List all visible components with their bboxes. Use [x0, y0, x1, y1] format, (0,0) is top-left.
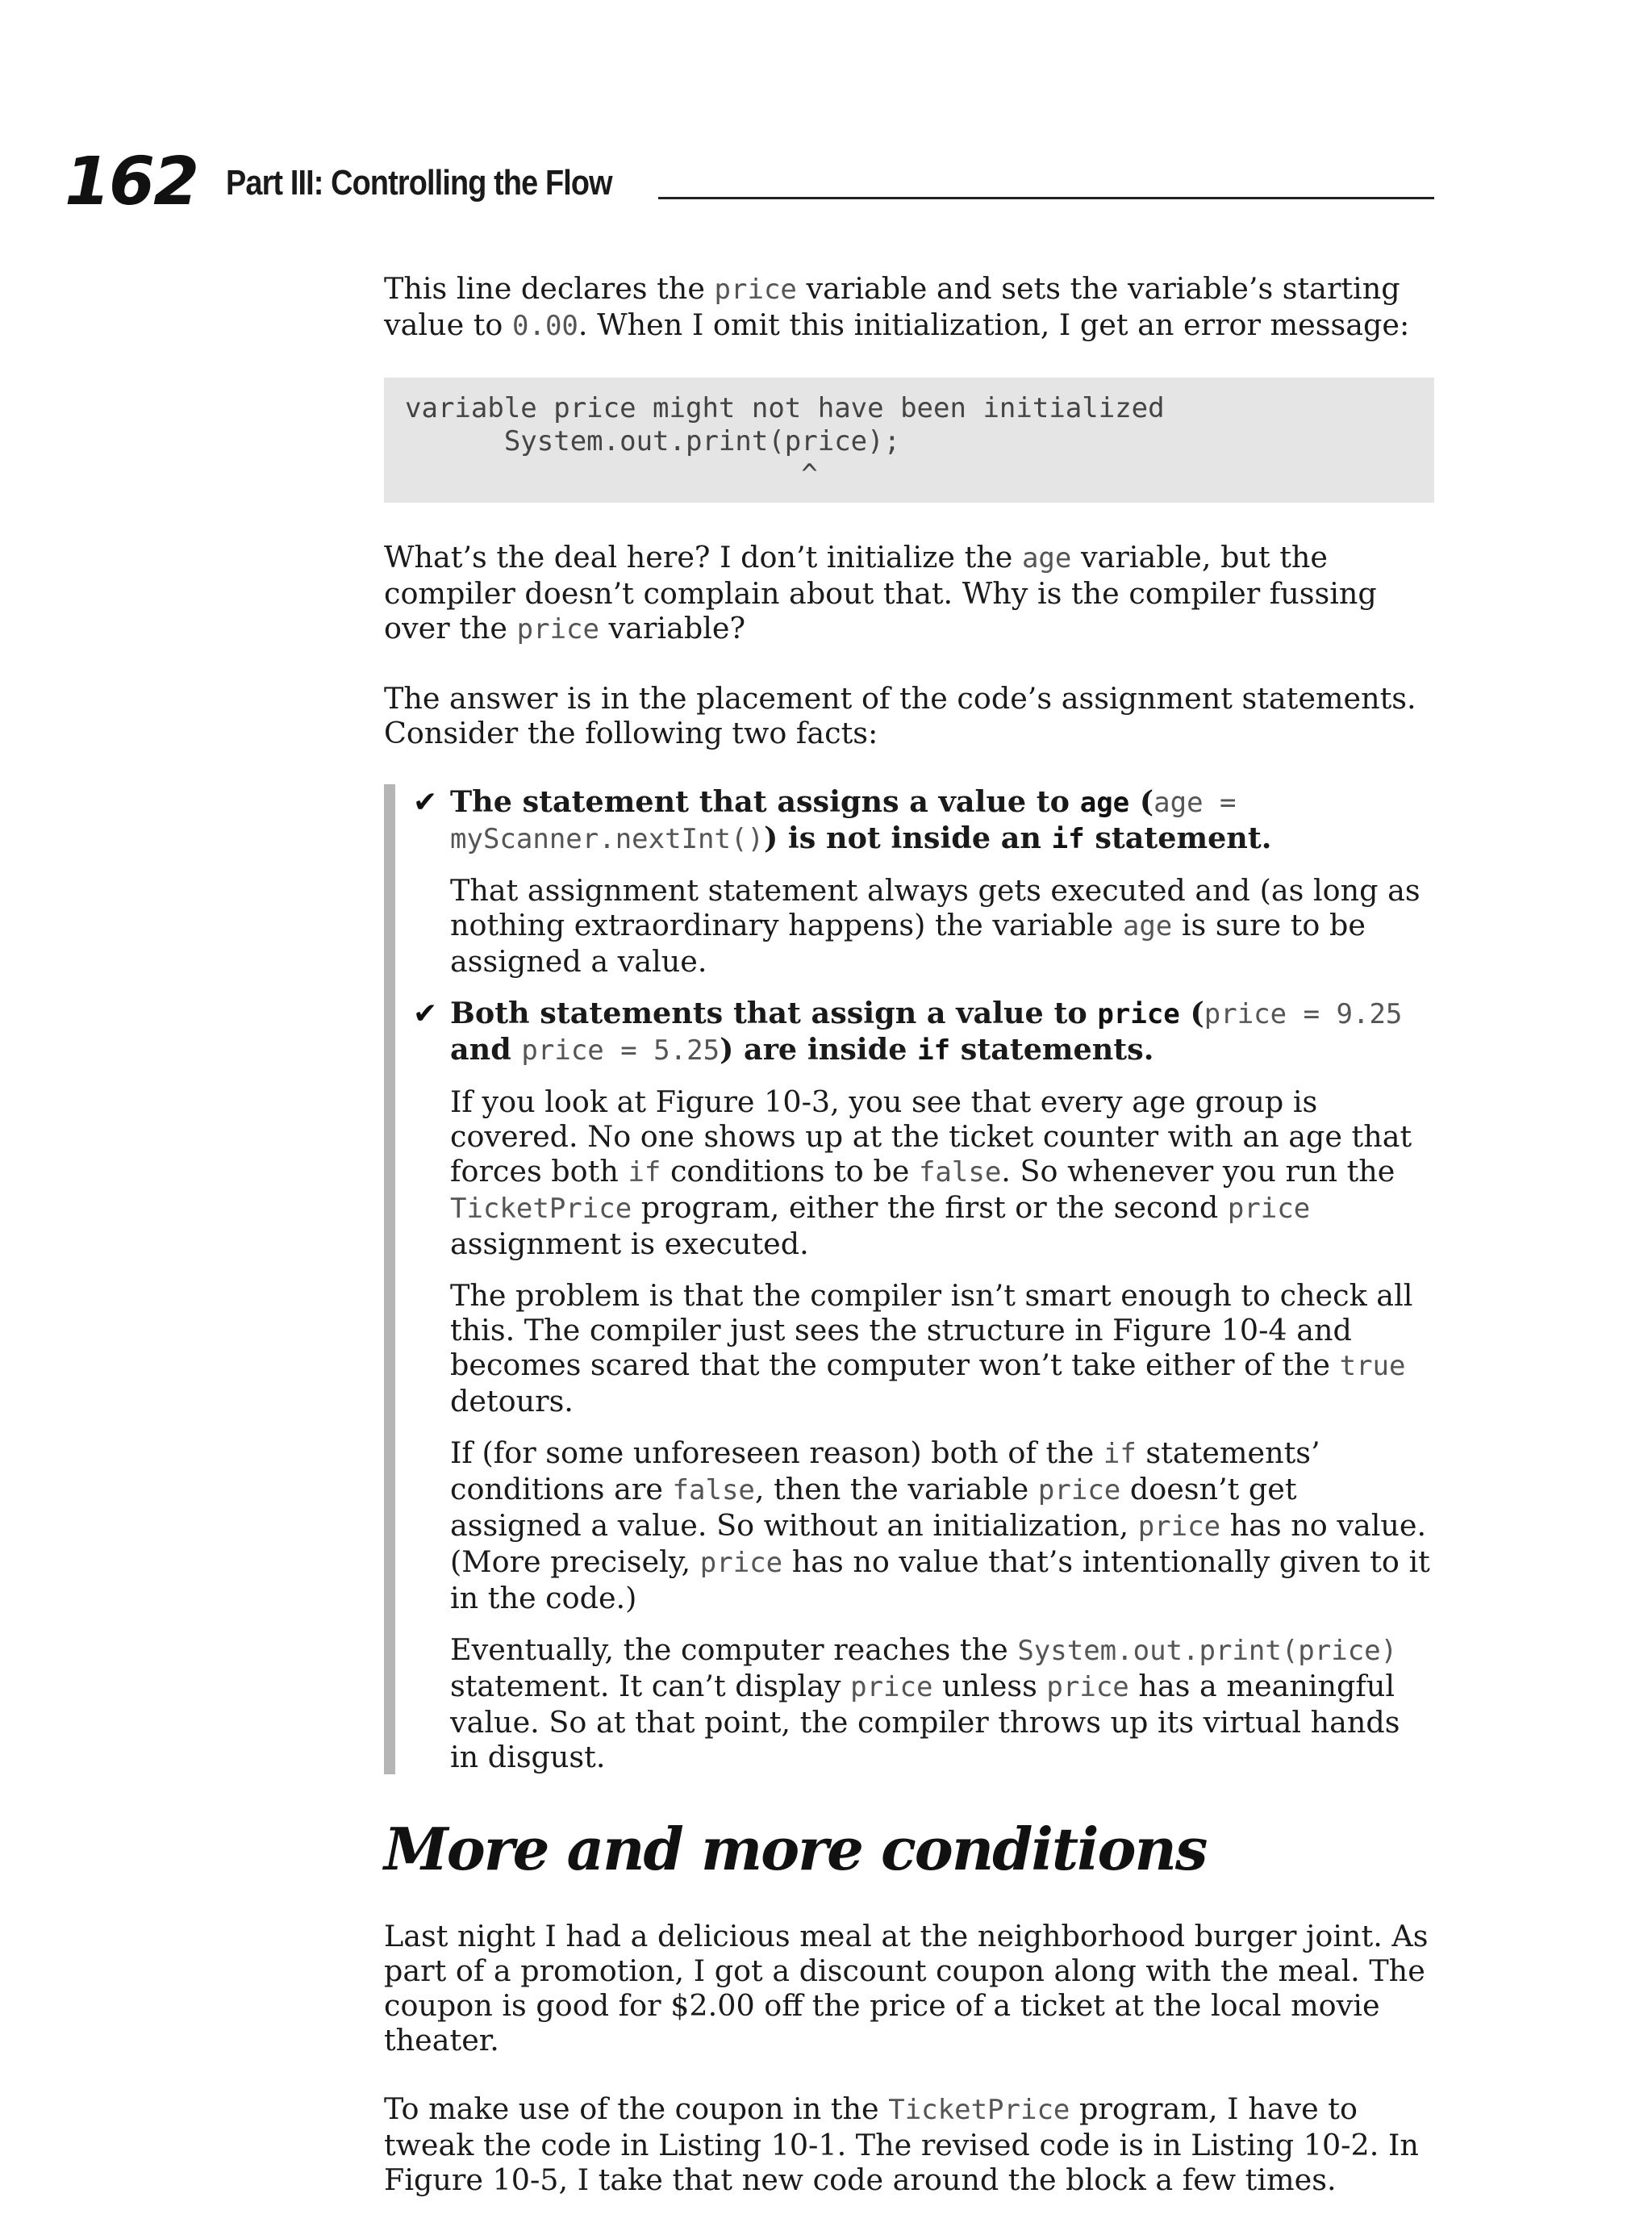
check-mark-icon: ✔: [413, 786, 438, 819]
bullet-paragraph: If you look at Figure 10-3, you see that every age group is covered. No one shows up at the ticket counter with an age that forces both if conditions to be false. So whenever you run the TicketPrice program, either the first or the second price assignment is executed.: [450, 1084, 1412, 1261]
check-mark-icon: ✔: [413, 997, 438, 1030]
bullet-lead: Both statements that assign a value to price (price = 9.25 and price = 5.25) are inside if statements.: [450, 996, 1403, 1067]
paragraph-burger-joint: Last night I had a delicious meal at the neighborhood burger joint. As part of a promotion, I got a discount coupon along with the meal. The coupon is good for $2.00 off the price of a ticket at the local movie theater.: [384, 1919, 1429, 2058]
code-line: variable price might not have been initialized: [405, 392, 1165, 424]
paragraph-coupon-tweak: To make use of the coupon in the TicketPrice program, I have to tweak the code in Listing 10-1. The revised code is in Listing 10-2. In Figure 10-5, I take that new code around the block a few times.: [384, 2091, 1419, 2197]
page-number: 162: [65, 144, 198, 220]
part-title: Part III: Controlling the Flow: [226, 163, 612, 203]
bullet-paragraph: The problem is that the compiler isn’t smart enough to check all this. The compiler just sees the structure in Figure 10-4 and becomes scared that the computer won’t take either of the true detours.: [450, 1278, 1413, 1418]
bullet-paragraph: Eventually, the computer reaches the System.out.print(price) statement. It can’t display price unless price has a meaningful value. So at that point, the compiler throws up its virtual hands in disgust.: [450, 1632, 1400, 1774]
error-message-code-block: [384, 378, 1434, 503]
bullet-paragraph: If (for some unforeseen reason) both of the if statements’ conditions are false, then the variable price doesn’t get assigned a value. So without an initialization, price has no value. (More precisely, price has no value that’s intentionally given to it in the code.): [450, 1435, 1430, 1615]
inline-code: price: [516, 613, 599, 645]
code-line: ^: [405, 458, 818, 491]
header-rule: [658, 197, 1434, 199]
inline-code: 0.00: [512, 310, 578, 342]
page-content: [384, 271, 1434, 2231]
facts-bullet-list: [384, 784, 1434, 1774]
paragraph-whats-the-deal: What’s the deal here? I don’t initialize the age variable, but the compiler doesn’t complain about that. Why is the compiler fussing over the price variable?: [384, 540, 1377, 645]
bullet-item-age: [384, 784, 1434, 979]
running-head: [65, 144, 1436, 220]
code-line: System.out.print(price);: [405, 425, 901, 457]
bullet-lead: The statement that assigns a value to age (age = myScanner.nextInt()) is not inside an if statement.: [450, 784, 1272, 855]
paragraph-price-initialization: This line declares the price variable and sets the variable’s starting value to 0.00. When I omit this initialization, I get an error message:: [384, 271, 1410, 342]
inline-code: age: [1021, 542, 1072, 574]
section-heading: More and more conditions: [384, 1815, 1207, 1883]
inline-code: price: [714, 274, 797, 306]
bullet-item-price: [384, 996, 1434, 1774]
bullet-paragraph: That assignment statement always gets executed and (as long as nothing extraordinary happens) the variable age is sure to be assigned a value.: [450, 873, 1420, 979]
inline-code: TicketPrice: [888, 2094, 1070, 2126]
paragraph-the-answer: The answer is in the placement of the code’s assignment statements. Consider the following two facts:: [384, 681, 1416, 750]
